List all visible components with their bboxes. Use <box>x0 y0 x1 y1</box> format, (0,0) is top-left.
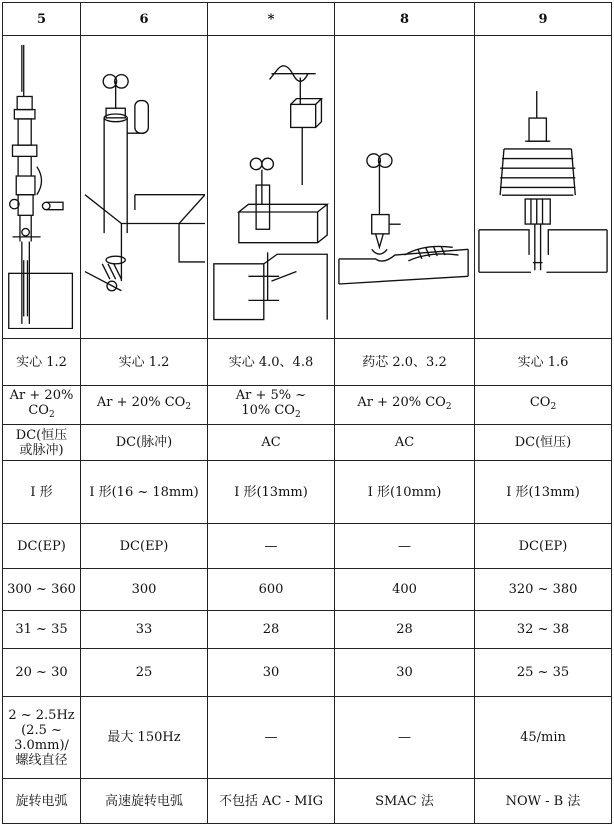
table-cell: 高速旋转电弧 <box>81 779 208 824</box>
table-cell: 28 <box>208 611 335 649</box>
table-cell: DC(EP) <box>3 524 81 569</box>
table-cell: 30 <box>335 649 475 697</box>
table-cell: I 形(10mm) <box>335 461 475 524</box>
now-b-torch-icon <box>477 41 609 333</box>
table-cell: 400 <box>335 569 475 611</box>
subscript: 2 <box>294 409 301 420</box>
table-cell <box>208 386 335 425</box>
table-cell: 33 <box>81 611 208 649</box>
table-cell: 25 ~ 35 <box>475 649 612 697</box>
table-cell: DC(EP) <box>475 524 612 569</box>
table-cell: I 形(13mm) <box>475 461 612 524</box>
table-cell: I 形 <box>3 461 81 524</box>
table-cell: 实心 1.2 <box>3 339 81 386</box>
power-source-row <box>3 425 612 461</box>
column-header: 8 <box>335 3 475 36</box>
table-cell: 20 ~ 30 <box>3 649 81 697</box>
table-cell: — <box>335 524 475 569</box>
table-cell: 25 <box>81 649 208 697</box>
table-cell <box>3 386 81 425</box>
cell-line: 或脉冲) <box>19 442 64 458</box>
table-cell: I 形(16 ~ 18mm) <box>81 461 208 524</box>
table-cell: 最大 150Hz <box>81 697 208 779</box>
subscript: 2 <box>550 402 557 412</box>
cell-line: 螺线直径 <box>15 752 68 768</box>
frequency-row <box>3 697 612 779</box>
table-cell: 300 <box>81 569 208 611</box>
table-cell: 31 ~ 35 <box>3 611 81 649</box>
table-cell: $CO_2$ <box>475 386 612 425</box>
table-cell: — <box>208 524 335 569</box>
wire-row <box>3 339 612 386</box>
subscript: 2 <box>445 402 452 412</box>
table-cell: 30 <box>208 649 335 697</box>
table-cell: Ar + 20% $CO_2$ <box>81 386 208 425</box>
table-cell: 不包括 AC - MIG <box>208 779 335 824</box>
table-cell: I 形(13mm) <box>208 461 335 524</box>
cell-line: Ar + 20% <box>9 387 74 403</box>
table-cell: — <box>208 697 335 779</box>
torch-illustration <box>81 36 208 339</box>
cell-line: DC(恒压 <box>15 427 68 443</box>
table-cell: — <box>335 697 475 779</box>
table-cell: AC <box>335 425 475 461</box>
cell-line: Ar + 5% ~ <box>235 387 307 403</box>
table-cell: DC(恒压) <box>475 425 612 461</box>
table-cell: 45/min <box>475 697 612 779</box>
torch-illustration <box>208 36 335 339</box>
torch-illustration <box>475 36 612 339</box>
cell-line: 2 ~ 2.5Hz <box>8 707 75 723</box>
header-row <box>3 3 612 36</box>
table-cell: 药芯 2.0、3.2 <box>335 339 475 386</box>
table-cell: 28 <box>335 611 475 649</box>
table-cell: 旋转电弧 <box>3 779 81 824</box>
welding-methods-table <box>2 2 612 824</box>
cell-line: $CO_2$ <box>28 402 55 420</box>
cell-line: 3.0mm)/ <box>14 737 69 753</box>
table-cell: DC(EP) <box>81 524 208 569</box>
smac-torch-icon <box>337 41 472 333</box>
rotating-arc-torch-icon <box>5 45 78 329</box>
cell-line: 10% $CO_2$ <box>241 402 301 420</box>
column-header: 9 <box>475 3 612 36</box>
voltage-row <box>3 611 612 649</box>
table-cell: SMAC 法 <box>335 779 475 824</box>
high-speed-rotating-arc-icon <box>83 41 205 332</box>
table-cell: 32 ~ 38 <box>475 611 612 649</box>
table-cell <box>3 697 81 779</box>
table-cell: Ar + 20% $CO_2$ <box>335 386 475 425</box>
illustration-row <box>3 36 612 339</box>
gas-row <box>3 386 612 425</box>
subscript: 2 <box>48 409 55 420</box>
subscript: 2 <box>185 402 192 412</box>
polarity-row <box>3 524 612 569</box>
table-cell: AC <box>208 425 335 461</box>
table-cell: 实心 1.6 <box>475 339 612 386</box>
table-cell: 实心 4.0、4.8 <box>208 339 335 386</box>
torch-illustration <box>335 36 475 339</box>
table-cell: 300 ~ 360 <box>3 569 81 611</box>
speed-row <box>3 649 612 697</box>
column-header: * <box>208 3 335 36</box>
table-cell: 320 ~ 380 <box>475 569 612 611</box>
table-cell: DC(脉冲) <box>81 425 208 461</box>
table-cell: NOW - B 法 <box>475 779 612 824</box>
column-header: 5 <box>3 3 81 36</box>
groove-row <box>3 461 612 524</box>
column-header: 6 <box>81 3 208 36</box>
current-row <box>3 569 612 611</box>
table-cell: 600 <box>208 569 335 611</box>
table-cell <box>3 425 81 461</box>
method-name-row <box>3 779 612 824</box>
ac-mig-torch-icon <box>210 41 332 332</box>
cell-line: (2.5 ~ <box>21 722 62 738</box>
torch-illustration <box>3 36 81 339</box>
table-cell: 实心 1.2 <box>81 339 208 386</box>
